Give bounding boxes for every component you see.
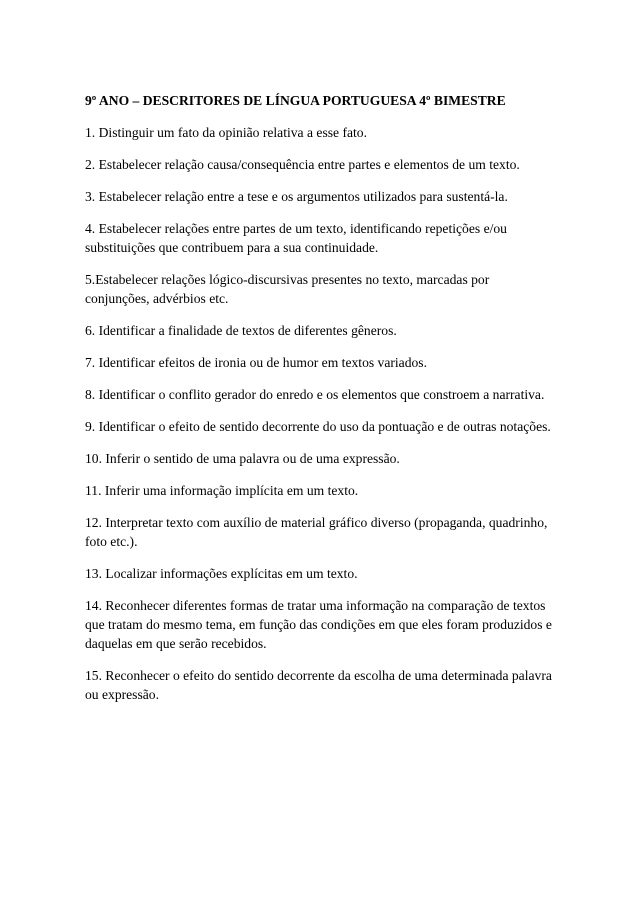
descriptor-item: 6. Identificar a finalidade de textos de diferentes gêneros. (85, 323, 397, 338)
descriptor-item: 11. Inferir uma informação implícita em um texto. (85, 483, 359, 498)
descriptor-item: 15. Reconhecer o efeito do sentido decorrente da escolha de uma determinada palavra ou expressão. (85, 668, 552, 702)
descriptor-item: 1. Distinguir um fato da opinião relativa a esse fato. (85, 125, 367, 140)
descriptor-item: 8. Identificar o conflito gerador do enredo e os elementos que constroem a narrativa. (85, 387, 545, 402)
descriptor-item: 12. Interpretar texto com auxílio de material gráfico diverso (propaganda, quadrinho, foto etc.). (85, 515, 548, 549)
descriptor-item: 5.Estabelecer relações lógico-discursivas presentes no texto, marcadas por conjunções, advérbios etc. (85, 272, 490, 306)
descriptor-item: 7. Identificar efeitos de ironia ou de humor em textos variados. (85, 355, 428, 370)
document-title: 9º ANO – DESCRITORES DE LÍNGUA PORTUGUESA 4º BIMESTRE (85, 93, 506, 108)
descriptor-item: 2. Estabelecer relação causa/consequência entre partes e elementos de um texto. (85, 157, 520, 172)
descriptor-item: 14. Reconhecer diferentes formas de tratar uma informação na comparação de textos que tratam do mesmo tema, em função das condições em que eles foram produzidos e daquelas em que serão recebidos. (85, 598, 552, 651)
descriptor-item: 9. Identificar o efeito de sentido decorrente do uso da pontuação e de outras notações. (85, 419, 551, 434)
descriptor-item: 4. Estabelecer relações entre partes de um texto, identificando repetições e/ou substituições que contribuem para a sua continuidade. (85, 221, 507, 255)
descriptor-item: 3. Estabelecer relação entre a tese e os argumentos utilizados para sustentá-la. (85, 189, 508, 204)
document-page (85, 91, 555, 717)
descriptor-item: 10. Inferir o sentido de uma palavra ou de uma expressão. (85, 451, 400, 466)
descriptor-item: 13. Localizar informações explícitas em um texto. (85, 566, 358, 581)
descriptor-list (85, 123, 555, 704)
